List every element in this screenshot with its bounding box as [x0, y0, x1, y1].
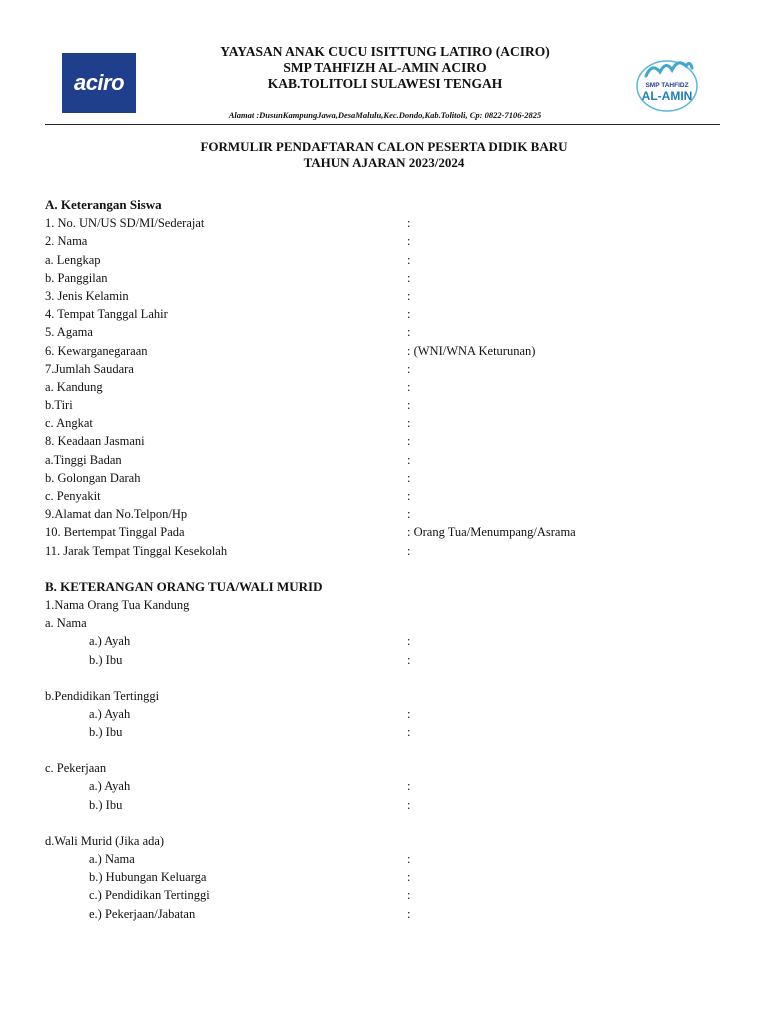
student-field-row	[45, 505, 725, 523]
field-value: :	[407, 470, 411, 485]
parent-field-row	[45, 777, 725, 795]
parent-field-row	[45, 868, 725, 886]
school-address: Alamat :DusunKampungJawa,DesaMalulu,Kec.Dondo,Kab.Tolitoli, Cp: 0822-7106-2825	[228, 110, 542, 120]
al-amin-logo-small: SMP TAHFIDZ	[645, 82, 689, 89]
field-value: :	[407, 270, 411, 285]
field-label: b. Golongan Darah	[45, 470, 141, 485]
student-field-row	[45, 523, 725, 541]
section-b-heading: B. KETERANGAN ORANG TUA/WALI MURID	[45, 578, 323, 594]
field-value: :	[407, 216, 411, 231]
student-field-row	[45, 487, 725, 505]
student-field-row	[45, 469, 725, 487]
student-field-row	[45, 396, 725, 414]
parents-intro-row	[45, 596, 725, 614]
parent-field-row	[45, 705, 725, 723]
parent-field-row	[45, 796, 725, 814]
parent-field-row	[45, 651, 725, 669]
field-label: c.) Pendidikan Tertinggi	[89, 888, 210, 903]
field-label: 5. Agama	[45, 325, 93, 340]
letterhead	[0, 0, 768, 128]
field-label: 8. Keadaan Jasmani	[45, 434, 145, 449]
field-value: :	[407, 361, 411, 376]
student-field-row	[45, 414, 725, 432]
field-value: :	[407, 888, 411, 903]
field-value: :	[407, 234, 411, 249]
field-label: 3. Jenis Kelamin	[45, 288, 129, 303]
field-label: d.Wali Murid (Jika ada)	[45, 833, 165, 848]
parent-group-label	[45, 759, 725, 777]
form-title-line1: FORMULIR PENDAFTARAN CALON PESERTA DIDIK BARU	[200, 139, 568, 154]
student-field-row	[45, 269, 725, 287]
field-label: c. Pekerjaan	[45, 761, 107, 776]
student-field-row	[45, 451, 725, 469]
student-field-row	[45, 251, 725, 269]
field-value: : Orang Tua/Menumpang/Asrama	[407, 525, 576, 540]
field-value: :	[407, 543, 411, 558]
field-label: a.) Ayah	[89, 634, 131, 649]
group-spacer	[45, 669, 725, 687]
student-field-row	[45, 214, 725, 232]
field-value: :	[407, 507, 411, 522]
header-divider	[45, 124, 720, 125]
section-spacer	[45, 560, 725, 578]
field-label: 7.Jumlah Saudara	[45, 361, 134, 376]
field-value: :	[407, 652, 411, 667]
parent-field-row	[45, 886, 725, 904]
student-field-row	[45, 360, 725, 378]
field-value: :	[407, 307, 411, 322]
field-label: 4. Tempat Tanggal Lahir	[45, 307, 168, 322]
field-value: :	[407, 906, 411, 921]
field-label: 2. Nama	[45, 234, 88, 249]
form-title	[0, 139, 768, 171]
student-field-row	[45, 542, 725, 560]
student-field-row	[45, 342, 725, 360]
student-field-row	[45, 232, 725, 250]
field-label: 10. Bertempat Tinggal Pada	[45, 525, 185, 540]
group-spacer	[45, 814, 725, 832]
parent-field-row	[45, 632, 725, 650]
field-label: 11. Jarak Tempat Tinggal Kesekolah	[45, 543, 228, 558]
field-value: :	[407, 398, 411, 413]
al-amin-logo-main: AL-AMIN	[641, 89, 693, 103]
parent-group-label	[45, 687, 725, 705]
student-field-row	[45, 432, 725, 450]
field-label: e.) Pekerjaan/Jabatan	[89, 906, 196, 921]
form-title-line2: TAHUN AJARAN 2023/2024	[303, 155, 465, 170]
parent-field-row	[45, 905, 725, 923]
field-value: :	[407, 288, 411, 303]
section-a-heading: A. Keterangan Siswa	[45, 197, 162, 212]
foundation-name: YAYASAN ANAK CUCU ISITTUNG LATIRO (ACIRO)	[220, 44, 550, 59]
letterhead-lines	[150, 44, 620, 92]
field-label: b.) Ibu	[89, 797, 123, 812]
field-label: a. Nama	[45, 616, 87, 631]
field-value: :	[407, 870, 411, 885]
school-name: SMP TAHFIZH AL-AMIN ACIRO	[283, 60, 487, 75]
field-label: a. Kandung	[45, 379, 103, 394]
field-label: 9.Alamat dan No.Telpon/Hp	[45, 507, 188, 522]
field-label: b. Panggilan	[45, 270, 108, 285]
field-label: b.) Hubungan Keluarga	[89, 870, 207, 885]
student-field-row	[45, 305, 725, 323]
student-field-row	[45, 287, 725, 305]
parent-field-row	[45, 850, 725, 868]
parent-field-row	[45, 723, 725, 741]
parent-group-label	[45, 614, 725, 632]
student-field-row	[45, 378, 725, 396]
field-value: :	[407, 252, 411, 267]
field-value: :	[407, 779, 411, 794]
field-value: : (WNI/WNA Keturunan)	[407, 343, 536, 358]
field-label: a.) Ayah	[89, 779, 131, 794]
field-label: c. Penyakit	[45, 489, 101, 503]
field-label: b.Pendidikan Tertinggi	[45, 688, 160, 703]
field-label: b.Tiri	[45, 398, 73, 413]
group-spacer	[45, 741, 725, 759]
field-value: :	[407, 725, 411, 740]
field-label: b.) Ibu	[89, 652, 123, 667]
field-value: :	[407, 489, 411, 503]
field-label: a.Tinggi Badan	[45, 452, 122, 467]
field-label: 1.Nama Orang Tua Kandung	[45, 597, 190, 612]
field-value: :	[407, 634, 411, 649]
aciro-logo	[62, 53, 136, 113]
student-field-row	[45, 323, 725, 341]
field-value: :	[407, 452, 411, 467]
field-value: :	[407, 852, 411, 866]
field-value: :	[407, 379, 411, 394]
field-label: 1. No. UN/US SD/MI/Sederajat	[45, 216, 205, 231]
field-label: c. Angkat	[45, 416, 93, 431]
field-label: a.) Nama	[89, 852, 135, 866]
parent-group-label	[45, 832, 725, 850]
field-value: :	[407, 706, 411, 721]
registration-form	[45, 196, 725, 923]
al-amin-logo	[632, 50, 702, 114]
field-value: :	[407, 416, 411, 431]
field-label: b.) Ibu	[89, 725, 123, 740]
aciro-logo-text: aciro	[73, 70, 125, 95]
field-value: :	[407, 434, 411, 449]
field-value: :	[407, 325, 411, 340]
region-name: KAB.TOLITOLI SULAWESI TENGAH	[267, 76, 503, 91]
field-label: a.) Ayah	[89, 706, 131, 721]
field-label: 6. Kewarganegaraan	[45, 343, 148, 358]
field-label: a. Lengkap	[45, 252, 101, 267]
field-value: :	[407, 797, 411, 812]
